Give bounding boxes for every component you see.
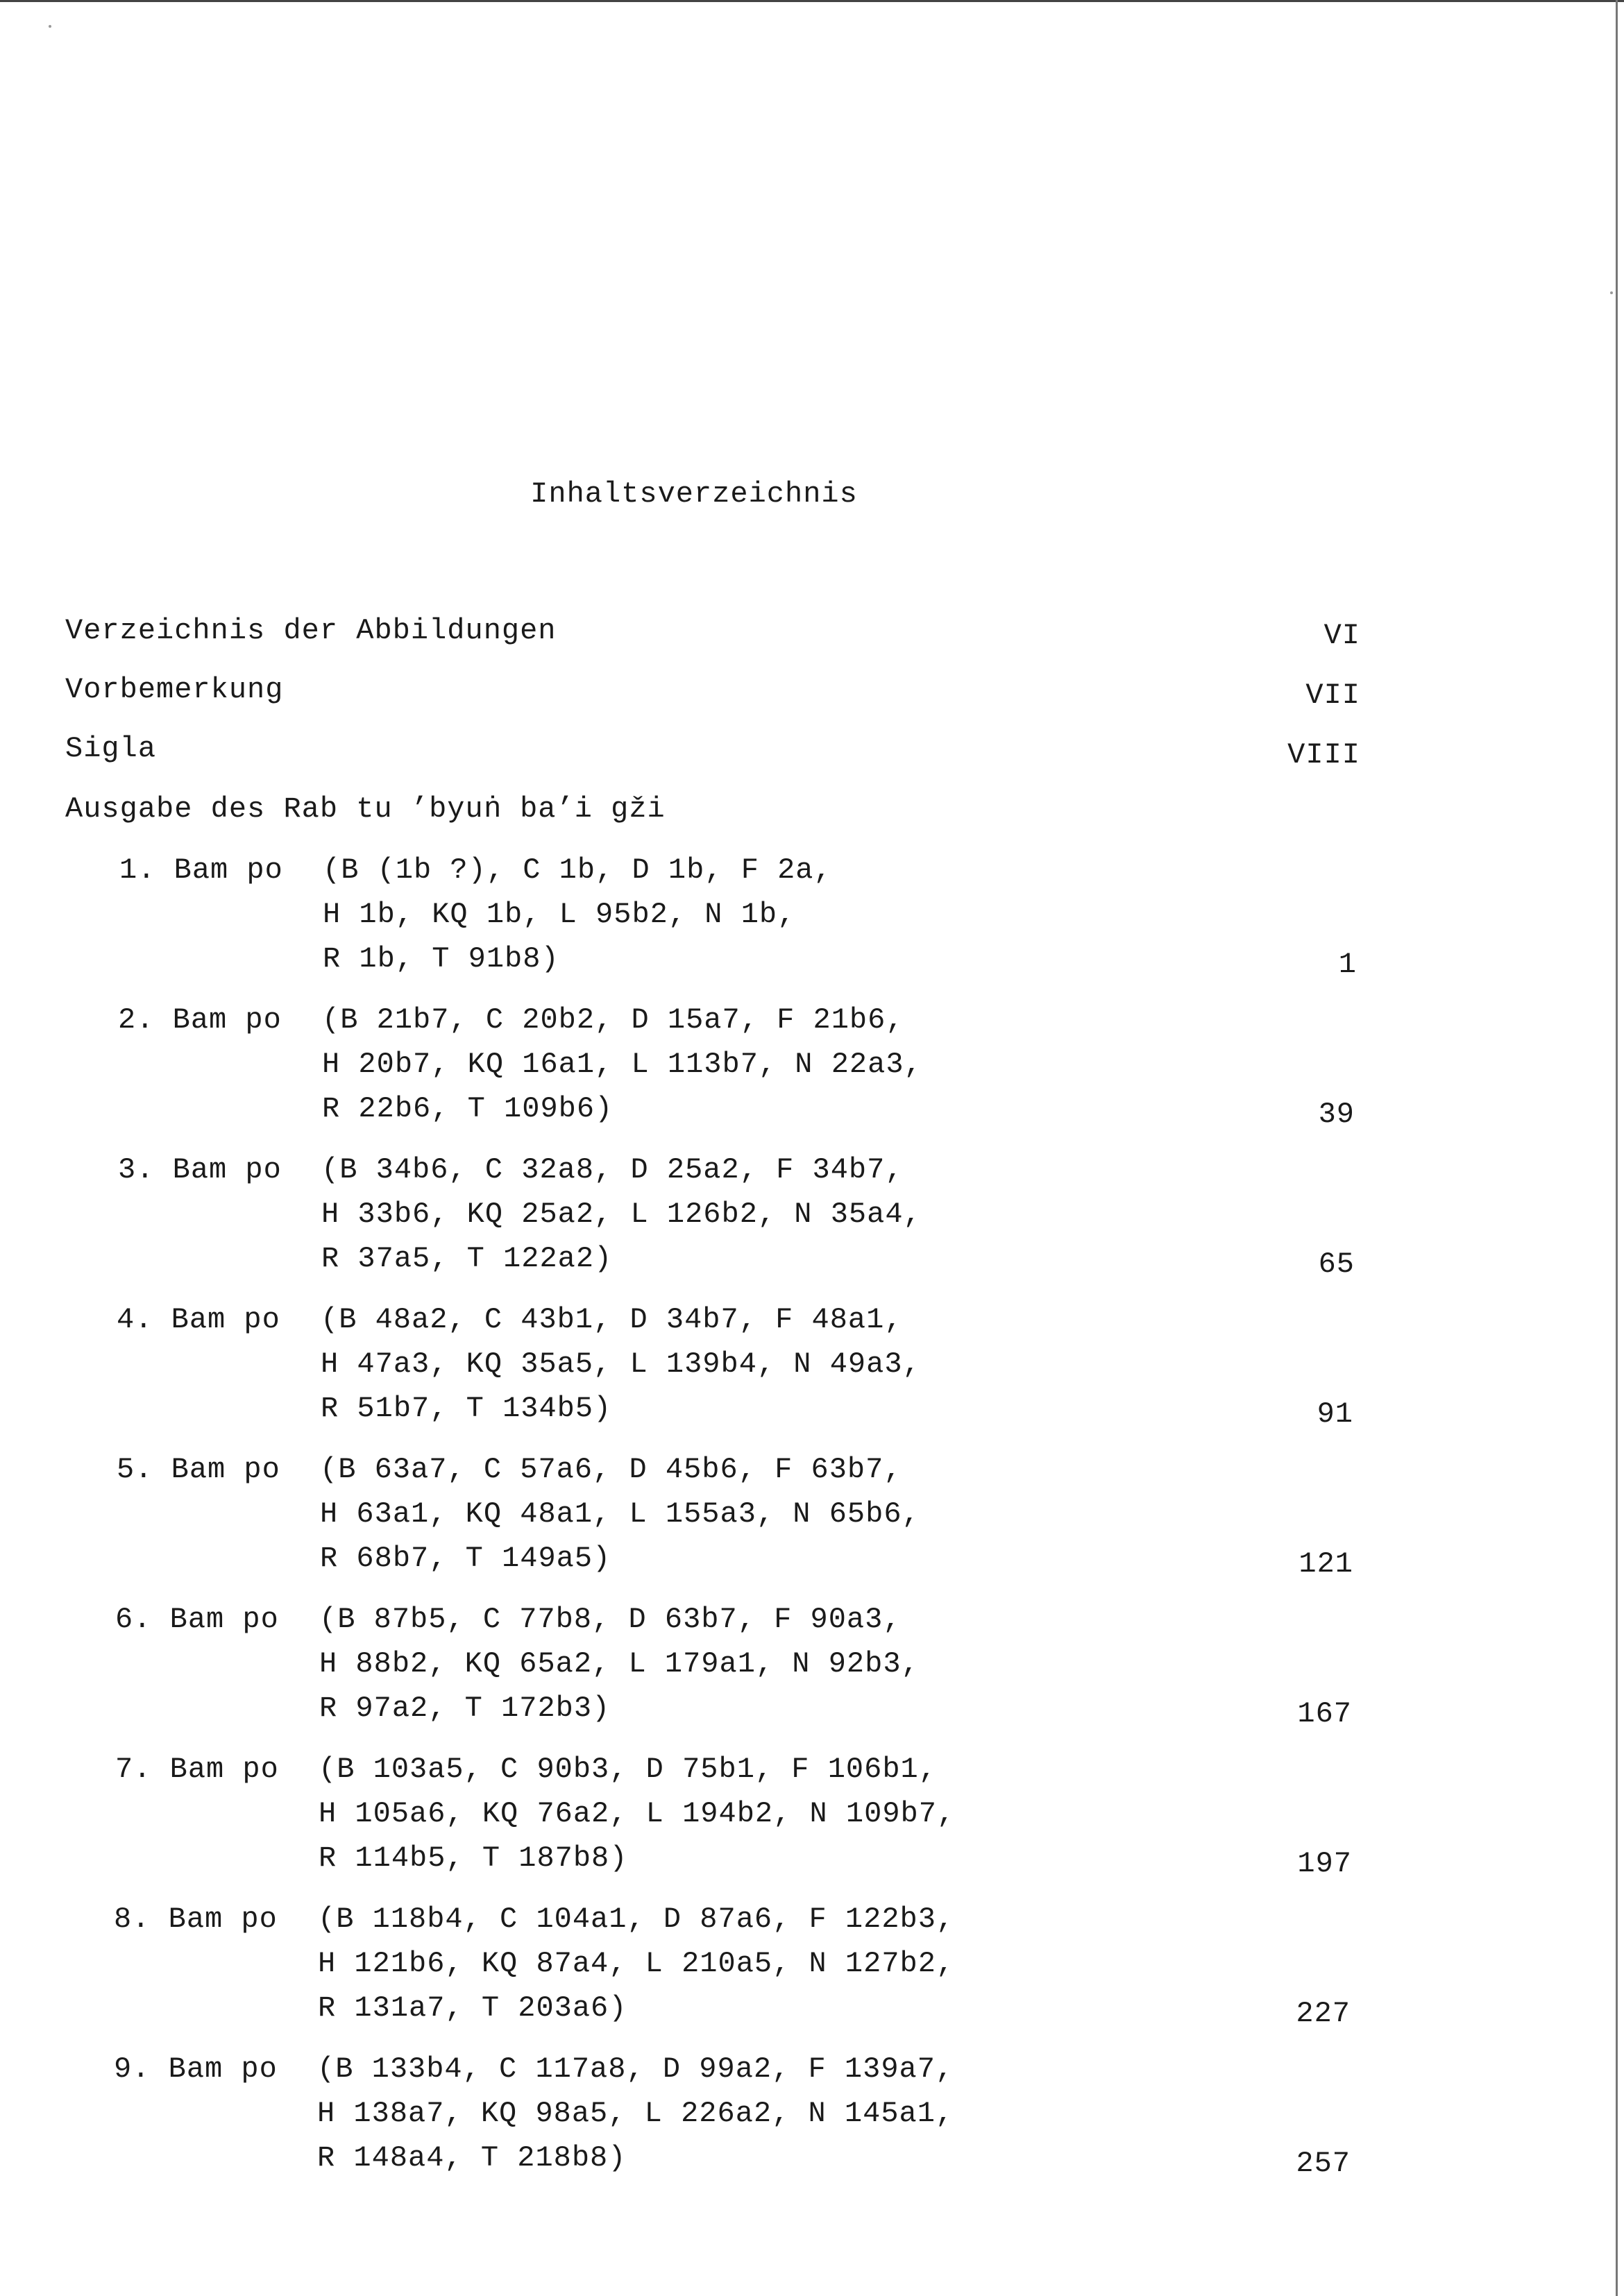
chapter-sigla-line: H 138a7, KQ 98a5, L 226a2, N 145a1, (317, 2097, 954, 2130)
chapter-label: 3. Bam po (118, 1153, 282, 1187)
chapter-label: 5. Bam po (117, 1453, 280, 1486)
chapter-label: 8. Bam po (114, 1903, 278, 1936)
chapter-sigla-line: H 121b6, KQ 87a4, L 210a5, N 127b2, (318, 1947, 955, 1980)
chapter-sigla-line: H 88b2, KQ 65a2, L 179a1, N 92b3, (319, 1647, 920, 1681)
chapter-sigla-line: (B 21b7, C 20b2, D 15a7, F 21b6, (322, 1003, 904, 1037)
chapter-page: 1 (1338, 948, 1357, 981)
chapter-sigla-line: (B 87b5, C 77b8, D 63b7, F 90a3, (319, 1603, 902, 1636)
chapter-label: 7. Bam po (115, 1753, 279, 1786)
scan-speck (49, 25, 51, 28)
chapter-sigla-line: H 20b7, KQ 16a1, L 113b7, N 22a3, (322, 1048, 922, 1081)
chapter-page: 39 (1318, 1098, 1355, 1131)
toc-entry-label: Vorbemerkung (65, 673, 284, 706)
chapter-page: 227 (1296, 1997, 1351, 2030)
scan-right-edge (1616, 0, 1618, 2296)
chapter-sigla-line: R 37a5, T 122a2) (321, 1242, 613, 1275)
chapter-page: 257 (1296, 2147, 1351, 2180)
scan-top-border (0, 0, 1624, 2)
chapter-label: 1. Bam po (119, 853, 283, 887)
chapter-sigla-line: H 47a3, KQ 35a5, L 139b4, N 49a3, (321, 1347, 921, 1381)
chapter-sigla-line: (B 63a7, C 57a6, D 45b6, F 63b7, (320, 1453, 902, 1486)
chapter-sigla-line: R 22b6, T 109b6) (322, 1092, 614, 1125)
chapter-sigla-line: R 148a4, T 218b8) (317, 2141, 627, 2175)
chapter-sigla-line: (B 133b4, C 117a8, D 99a2, F 139a7, (317, 2052, 954, 2086)
chapter-sigla-line: (B 103a5, C 90b3, D 75b1, F 106b1, (319, 1753, 937, 1786)
chapter-sigla-line: (B 48a2, C 43b1, D 34b7, F 48a1, (321, 1303, 903, 1336)
toc-entry-page: VI (1323, 619, 1360, 652)
chapter-sigla-line: R 1b, T 91b8) (323, 942, 559, 976)
scan-speck (1610, 291, 1613, 294)
toc-entry-label: Sigla (65, 732, 157, 765)
chapter-sigla-line: H 63a1, KQ 48a1, L 155a3, N 65b6, (320, 1497, 920, 1531)
chapter-sigla-line: R 97a2, T 172b3) (319, 1692, 611, 1725)
chapter-sigla-line: (B (1b ?), C 1b, D 1b, F 2a, (323, 853, 832, 887)
chapter-sigla-line: H 105a6, KQ 76a2, L 194b2, N 109b7, (319, 1797, 956, 1830)
chapter-sigla-line: R 114b5, T 187b8) (319, 1842, 628, 1875)
toc-entry-label: Verzeichnis der Abbildungen (65, 614, 557, 647)
toc-entry-page: VII (1305, 679, 1360, 712)
toc-title: Inhaltsverzeichnis (530, 477, 858, 511)
chapter-page: 121 (1299, 1547, 1353, 1581)
chapter-page: 197 (1297, 1847, 1352, 1880)
chapter-label: 9. Bam po (114, 2052, 278, 2086)
chapter-sigla-line: (B 118b4, C 104a1, D 87a6, F 122b3, (318, 1903, 955, 1936)
chapter-sigla-line: R 51b7, T 134b5) (321, 1392, 612, 1425)
chapter-label: 6. Bam po (115, 1603, 279, 1636)
toc-entry-page: VIII (1287, 738, 1360, 772)
chapter-sigla-line: H 1b, KQ 1b, L 95b2, N 1b, (323, 898, 796, 931)
chapter-sigla-line: (B 34b6, C 32a8, D 25a2, F 34b7, (321, 1153, 904, 1187)
chapter-page: 65 (1318, 1248, 1355, 1281)
chapter-sigla-line: R 68b7, T 149a5) (320, 1542, 611, 1575)
chapter-sigla-line: H 33b6, KQ 25a2, L 126b2, N 35a4, (321, 1198, 922, 1231)
chapter-label: 4. Bam po (117, 1303, 280, 1336)
chapter-label: 2. Bam po (118, 1003, 282, 1037)
chapter-sigla-line: R 131a7, T 203a6) (318, 1991, 627, 2025)
chapter-page: 91 (1317, 1397, 1353, 1431)
chapter-page: 167 (1297, 1697, 1352, 1730)
edition-heading: Ausgabe des Rab tu ’byuṅ ba’i gži (65, 792, 666, 826)
